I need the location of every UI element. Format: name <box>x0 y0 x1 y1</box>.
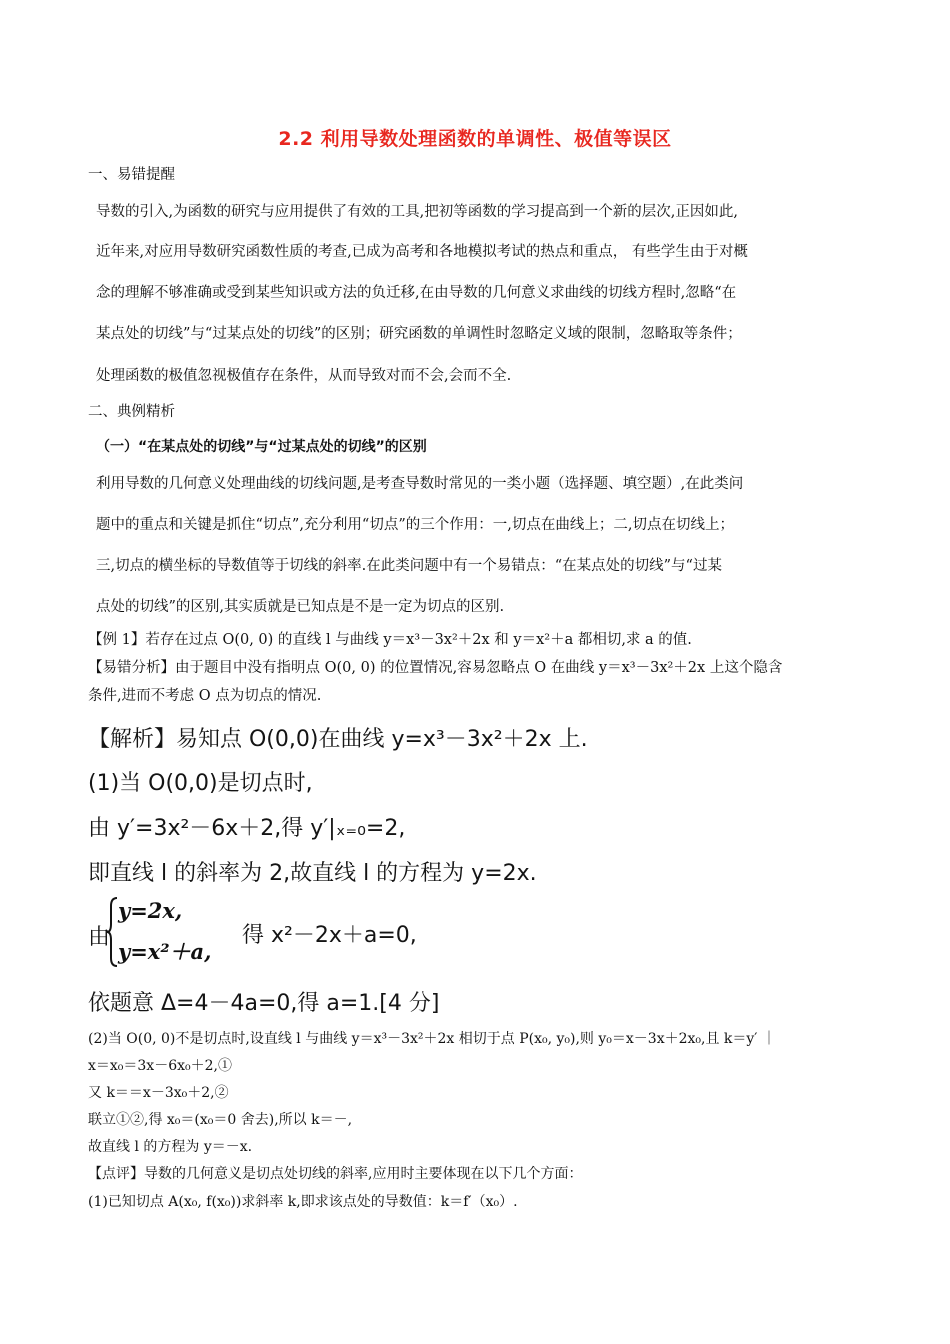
continuation-line: (1)已知切点 A(x₀, f(x₀))求斜率 k,即求该点处的导数值：k＝f′（x₀）. <box>88 1194 518 1210</box>
continuation-line: 又 k＝＝x－3x₀＋2,② <box>88 1085 229 1101</box>
continuation-line: (2)当 O(0, 0)不是切点时,设直线 l 与曲线 y＝x³－3x²＋2x 相切于点 P(x₀, y₀),则 y₀＝x－3x＋2x₀,且 k＝y′ ｜ <box>88 1031 776 1047</box>
solution-line: 由 y′=3x²－6x＋2,得 y′|ₓ₌₀=2, <box>88 816 406 841</box>
review-heading-line: 【点评】导数的几何意义是切点处切线的斜率,应用时主要体现在以下几个方面： <box>88 1166 583 1182</box>
error-analysis-line: 条件,进而不考虑 O 点为切点的情况. <box>88 688 322 704</box>
section-heading-1: 一、易错提醒 <box>88 167 175 183</box>
continuation-line: 联立①②,得 x₀＝(x₀＝0 舍去),所以 k＝－, <box>88 1112 353 1128</box>
paragraph-line: 近年来,对应用导数研究函数性质的考查,已成为高考和各地模拟考试的热点和重点， 有些学生由于对概 <box>96 244 748 260</box>
continuation-line: x＝x₀＝3x－6x₀＋2,① <box>88 1058 232 1074</box>
page-title: 2.2 利用导数处理函数的单调性、极值等误区 <box>278 128 672 150</box>
section-heading-2: 二、典例精析 <box>88 404 175 420</box>
solution-line: (1)当 O(0,0)是切点时, <box>88 771 313 796</box>
solution-line: 【解析】易知点 O(0,0)在曲线 y=x³－3x²＋2x 上. <box>88 727 588 752</box>
paragraph-line: 导数的引入,为函数的研究与应用提供了有效的工具,把初等函数的学习提高到一个新的层次,正因如此, <box>96 204 738 220</box>
left-brace-icon <box>106 896 118 968</box>
system-result: 得 x²－2x＋a=0, <box>242 923 417 948</box>
paragraph-line: 题中的重点和关键是抓住“切点”,充分利用“切点”的三个作用：一,切点在曲线上；二,切点在切线上； <box>96 517 734 533</box>
paragraph-line: 点处的切线”的区别,其实质就是已知点是不是一定为切点的区别. <box>96 599 505 615</box>
paragraph-line: 利用导数的几何意义处理曲线的切线问题,是考查导数时常见的一类小题（选择题、填空题）,在此类问 <box>96 476 744 492</box>
paragraph-line: 处理函数的极值忽视极值存在条件，从而导致对而不会,会而不全. <box>96 368 512 384</box>
paragraph-line: 某点处的切线”与“过某点处的切线”的区别；研究函数的单调性时忽略定义域的限制，忽略取等条件； <box>96 326 742 342</box>
system-equation-2: y=x²＋a, <box>118 939 212 964</box>
system-equation-1: y=2x, <box>118 898 183 923</box>
solution-line: 即直线 l 的斜率为 2,故直线 l 的方程为 y=2x. <box>88 861 537 886</box>
system-prefix: 由 <box>88 925 111 950</box>
paragraph-line: 念的理解不够准确或受到某些知识或方法的负迁移,在由导数的几何意义求曲线的切线方程时,忽略“在 <box>96 285 737 301</box>
subsection-heading: （一）“在某点处的切线”与“过某点处的切线”的区别 <box>96 439 427 455</box>
solution-line: 依题意 Δ=4－4a=0,得 a=1.[4 分] <box>88 991 440 1016</box>
error-analysis-line: 【易错分析】由于题目中没有指明点 O(0, 0) 的位置情况,容易忽略点 O 在曲线 y＝x³－3x²＋2x 上这个隐含 <box>88 660 783 676</box>
continuation-line: 故直线 l 的方程为 y＝－x. <box>88 1139 253 1155</box>
paragraph-line: 三,切点的横坐标的导数值等于切线的斜率.在此类问题中有一个易错点：“在某点处的切线”与“过某 <box>96 558 722 574</box>
example-problem: 【例 1】若存在过点 O(0, 0) 的直线 l 与曲线 y＝x³－3x²＋2x 和 y＝x²＋a 都相切,求 a 的值. <box>88 632 692 648</box>
